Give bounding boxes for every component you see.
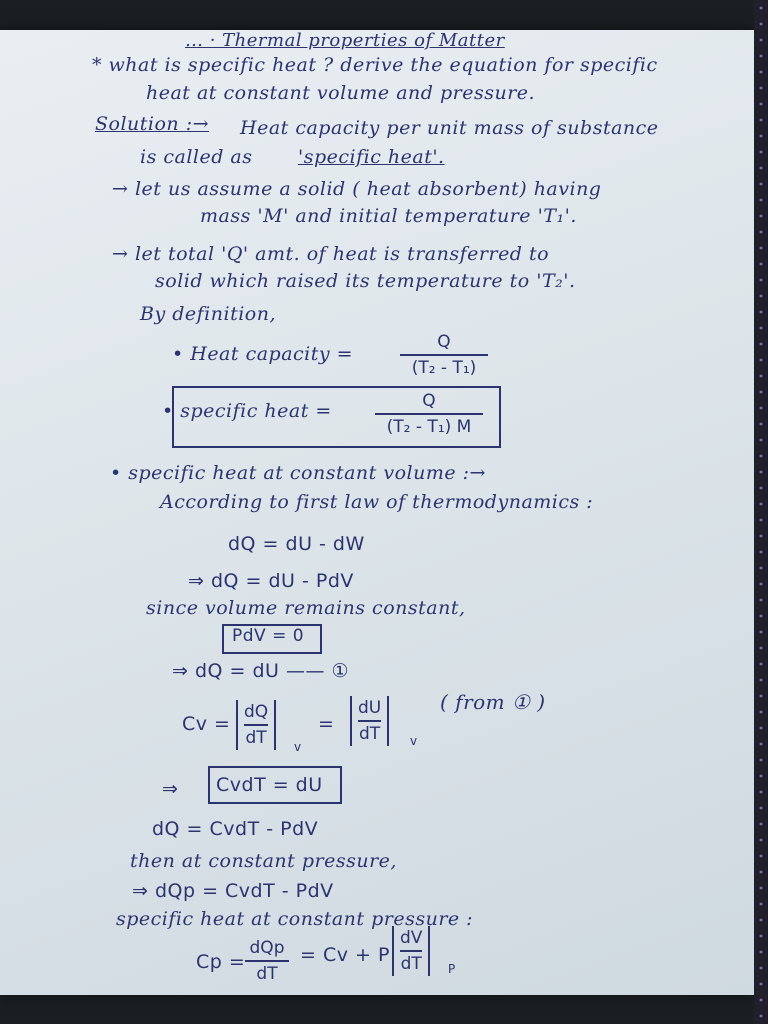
heat-capacity-numerator: Q (437, 332, 451, 352)
solution-line-1: Heat capacity per unit mass of substance (240, 117, 659, 139)
cp-prefix: Cp = (196, 951, 246, 973)
cp-bracket (392, 926, 430, 976)
cv-bracket-1 (236, 700, 276, 750)
cv-denominator-1: dT (245, 728, 267, 748)
equation-3: ⇒ dQ = dU —— ① (172, 660, 350, 682)
cv-bracket-2 (350, 696, 389, 746)
equation-5: ⇒ dQp = CvdT - PdV (132, 880, 334, 902)
equation-4: dQ = CvdT - PdV (152, 818, 319, 840)
transfer-line-2: solid which raised its temperature to 'T₂'. (155, 270, 576, 292)
solution-label: Solution :→ (95, 113, 210, 135)
equation-1: dQ = dU - dW (228, 533, 365, 555)
cv-subscript-1: v (294, 740, 302, 754)
page-title: … · Thermal properties of Matter (185, 30, 505, 51)
cp-numerator: dQp (249, 938, 285, 958)
cv-numerator-2: dU (358, 698, 382, 718)
heat-capacity-denominator: (T₂ - T₁) (411, 358, 477, 378)
cp-subscript: P (448, 962, 456, 976)
arrow-cvdt: ⇒ (162, 778, 179, 800)
equation-2: ⇒ dQ = dU - PdV (188, 570, 354, 592)
heat-capacity-fraction (400, 332, 488, 378)
cp-fraction (245, 938, 289, 984)
transfer-line-1: → let total 'Q' amt. of heat is transferred to (112, 243, 550, 265)
specific-heat-fraction (375, 391, 483, 437)
cp-heading: specific heat at constant pressure : (116, 908, 474, 930)
assume-line-1: → let us assume a solid ( heat absorbent) having (112, 178, 602, 200)
heat-capacity-label: • Heat capacity = (172, 343, 354, 365)
specific-heat-label: • specific heat = (162, 400, 332, 422)
cv-equals: = (318, 713, 335, 735)
cp-denominator: dT (256, 964, 278, 984)
cv-denominator-2: dT (359, 724, 381, 744)
cp-bracket-numerator: dV (400, 928, 423, 948)
specific-heat-numerator: Q (422, 391, 436, 411)
question-line-1: * what is specific heat ? derive the equation for specific (92, 54, 658, 76)
cv-prefix: Cv = (182, 713, 231, 735)
then-constant-pressure: then at constant pressure, (130, 850, 397, 872)
pdv-zero: PdV = 0 (232, 626, 305, 646)
question-line-2: heat at constant volume and pressure. (146, 82, 536, 104)
from-note: ( from ① ) (440, 690, 546, 714)
solution-line-2b: 'specific heat'. (298, 146, 445, 168)
since-line: since volume remains constant, (146, 597, 466, 619)
cv-subscript-2: v (410, 734, 418, 748)
cp-middle: = Cv + P (300, 944, 390, 966)
specific-heat-denominator: (T₂ - T₁) M (386, 417, 472, 437)
solution-line-2a: is called as (140, 146, 253, 168)
by-definition: By definition, (140, 303, 276, 325)
cv-heading: • specific heat at constant volume :→ (110, 462, 486, 484)
background-dots (754, 0, 768, 1024)
cp-bracket-denominator: dT (400, 954, 422, 974)
assume-line-2: mass 'M' and initial temperature 'T₁'. (200, 205, 577, 227)
first-law: According to first law of thermodynamics : (160, 491, 594, 513)
cv-numerator-1: dQ (244, 702, 269, 722)
cvdt-du: CvdT = dU (216, 774, 323, 796)
